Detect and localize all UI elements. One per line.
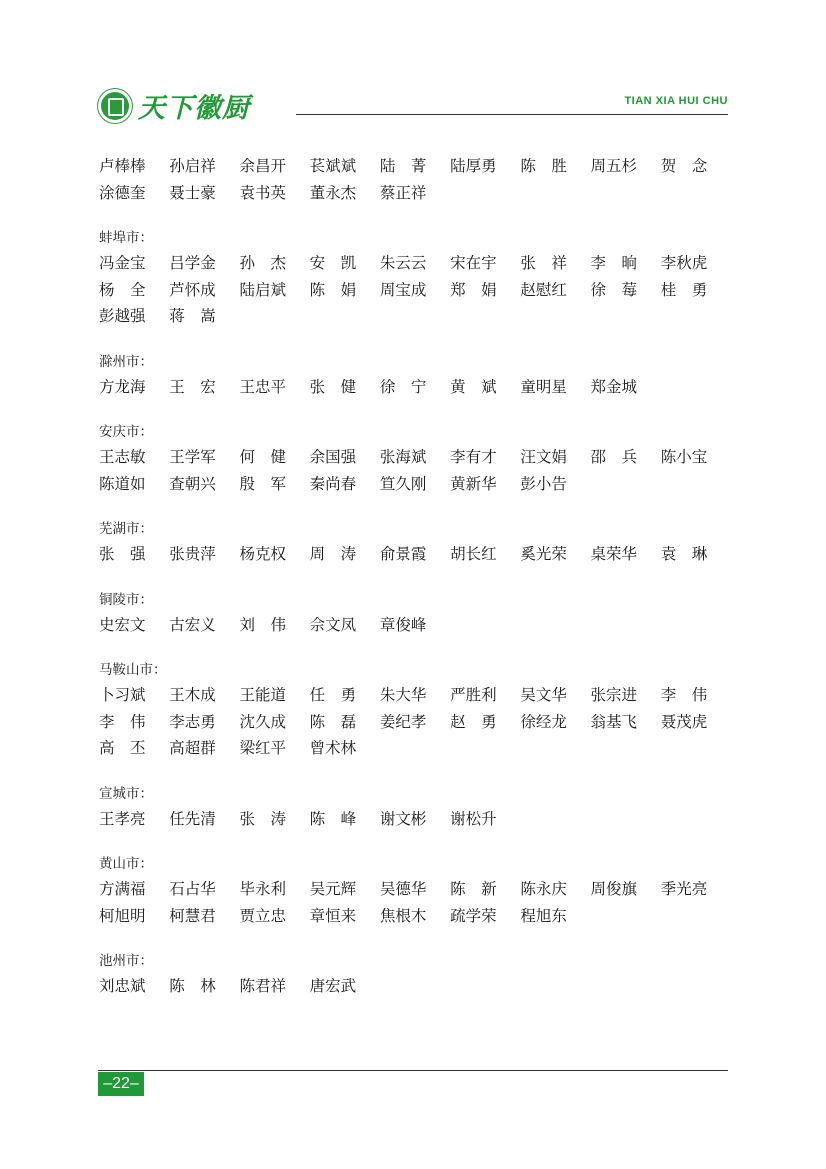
city-section [99,949,731,1000]
person-name: 童明星 [520,377,567,396]
person-name: 彭小告 [520,474,567,493]
names-grid [99,806,731,833]
person-name: 柯旭明 [99,906,146,925]
person-name: 朱云云 [379,254,427,272]
person-name: 程旭东 [520,906,567,925]
person-name: 张 涛 [239,809,286,828]
person-name: 殷 军 [239,474,286,493]
person-name: 李秋虎 [660,254,708,272]
person-name: 徐 莓 [590,280,638,299]
person-name: 胡长红 [450,545,497,563]
person-name: 杨克权 [239,545,286,563]
city-heading: 黄山市： [99,856,153,872]
city-heading: 芜湖市： [99,521,153,537]
person-name: 陈 峰 [309,809,357,828]
person-name: 吴元辉 [309,880,357,898]
person-name: 方龙海 [99,377,146,396]
person-name: 孙启祥 [169,157,216,175]
names-grid [99,250,731,330]
person-name: 陈小宝 [660,448,708,466]
person-name: 史宏文 [99,615,146,634]
person-name: 梁红平 [239,739,286,757]
person-name: 袁书英 [239,183,286,202]
names-grid [99,374,731,401]
person-name: 笪久刚 [379,474,427,493]
person-name: 张宗进 [590,686,638,704]
names-grid [99,876,731,929]
person-name: 余昌开 [239,157,286,175]
person-name: 徐 宁 [379,377,427,396]
person-name: 古宏义 [169,615,216,634]
page-header [98,86,728,130]
footer-rule [98,1070,728,1071]
person-name: 方满福 [99,880,146,898]
person-name: 彭越强 [99,307,146,325]
city-heading: 滁州市： [99,353,153,370]
person-name: 徐经龙 [520,712,567,731]
person-name: 唐宏武 [309,977,357,995]
person-name: 吴文华 [520,686,567,704]
person-name: 周五杉 [590,157,638,175]
city-section [99,588,731,639]
person-name: 佘文凤 [309,615,357,634]
city-section [99,153,731,206]
person-name: 陈君祥 [239,977,286,995]
person-name: 陈永庆 [520,880,567,898]
person-name: 何 健 [239,448,286,466]
person-name: 卜习斌 [99,686,146,704]
person-name: 邵 兵 [590,448,638,466]
person-name: 毕永利 [239,880,286,898]
person-name: 季光亮 [660,880,708,898]
person-name: 黄新华 [450,474,497,493]
names-grid [99,682,731,762]
person-name: 郑金城 [590,377,638,396]
names-grid [99,541,731,568]
person-name: 李有才 [450,448,497,466]
person-name: 郑 娟 [450,280,497,299]
person-name: 黄 斌 [450,377,497,396]
person-name: 焦根木 [379,906,427,925]
person-name: 苌斌斌 [309,157,357,175]
person-name: 汪文娟 [520,448,567,466]
person-name: 赵 勇 [450,712,497,731]
person-name: 沈久成 [239,712,286,731]
person-name: 李 伟 [660,686,708,704]
person-name: 陆启斌 [239,280,286,299]
city-heading: 蚌埠市： [99,230,153,246]
person-name: 周俊旗 [590,880,638,898]
person-name: 贾立忠 [239,906,286,925]
person-name: 芦怀成 [169,280,216,299]
names-grid [99,973,731,1000]
city-section [99,517,731,568]
city-section [99,350,731,401]
person-name: 柯慧君 [169,906,216,925]
person-name: 安 凯 [309,254,357,272]
person-name: 桂 勇 [660,280,708,299]
person-name: 谢松升 [450,809,497,828]
person-name: 袁 琳 [660,545,708,563]
person-name: 谢文彬 [379,809,427,828]
person-name: 刘 伟 [239,615,286,634]
person-name: 俞景霞 [379,545,427,563]
person-name: 陆厚勇 [450,157,497,175]
person-name: 任先清 [169,809,216,828]
person-name: 王木成 [169,686,216,704]
person-name: 严胜利 [450,686,497,704]
person-name: 聂士豪 [169,183,216,202]
person-name: 王孝亮 [99,809,146,828]
city-section [99,852,731,929]
person-name: 蒋 嵩 [169,307,216,325]
person-name: 卢棒棒 [99,157,146,175]
header-subtitle: TIAN XIA HUI CHU [624,95,728,107]
city-heading: 池州市： [99,953,153,969]
person-name: 杨 全 [99,280,146,299]
person-name: 陈 新 [450,880,497,898]
person-name: 宋在宇 [450,254,497,272]
person-name: 陈道如 [99,474,146,493]
person-name: 贺 念 [660,157,708,175]
names-grid [99,612,731,639]
city-section [99,782,731,833]
person-name: 陈 娟 [309,280,357,299]
city-section [99,420,731,497]
person-name: 刘忠斌 [99,977,146,995]
person-name: 张贵萍 [169,545,216,563]
person-name: 陈 胜 [520,157,567,175]
person-name: 秦尚春 [309,474,357,493]
person-name: 吕学金 [169,254,216,272]
person-name: 王学军 [169,448,216,466]
person-name: 张海斌 [379,448,427,466]
person-name: 姜纪孝 [379,712,427,731]
names-grid [99,444,731,497]
person-name: 孙 杰 [239,254,286,272]
person-name: 翁基飞 [590,712,638,731]
person-name: 赵慰红 [520,280,567,299]
person-name: 王能道 [239,686,286,704]
logo-seal-icon [98,89,132,123]
person-name: 陈 林 [169,977,216,995]
person-name: 冯金宝 [99,254,146,272]
person-name: 张 健 [309,377,357,396]
person-name: 查朝兴 [169,474,216,493]
names-grid [99,153,731,206]
person-name: 曾术林 [309,739,357,757]
person-name: 吴德华 [379,880,427,898]
person-name: 李 晌 [590,254,638,272]
person-name: 蔡正祥 [379,183,427,202]
person-name: 奚光荣 [520,545,567,563]
person-name: 周 涛 [309,545,357,563]
person-name: 王志敏 [99,448,146,466]
city-heading: 铜陵市： [99,591,153,608]
person-name: 张 祥 [520,254,567,272]
person-name: 任 勇 [309,686,357,704]
city-heading: 马鞍山市： [99,662,167,678]
person-name: 李志勇 [169,712,216,731]
person-name: 董永杰 [309,183,357,202]
person-name: 高超群 [169,739,216,757]
person-name: 陆 菁 [379,157,427,175]
person-name: 朱大华 [379,686,427,704]
person-name: 章恒来 [309,906,357,925]
logo-text: 天下徽厨 [138,93,250,124]
person-name: 桌荣华 [590,545,638,563]
city-section [99,226,731,330]
person-name: 张 强 [99,545,146,563]
person-name: 周宝成 [379,280,427,299]
page-number: –22– [98,1072,144,1096]
person-name: 李 伟 [99,712,146,731]
person-name: 陈 磊 [309,712,357,731]
person-name: 章俊峰 [379,615,427,634]
person-name: 聂茂虎 [660,712,708,731]
name-list [99,153,731,1020]
person-name: 王 宏 [169,377,216,396]
city-heading: 宣城市： [99,785,153,802]
city-section [99,658,731,762]
person-name: 王忠平 [239,377,286,396]
city-heading: 安庆市： [99,424,153,440]
header-rule [296,114,728,115]
person-name: 疏学荣 [450,906,497,925]
person-name: 涂德奎 [99,183,146,202]
person-name: 高 丕 [99,739,146,757]
person-name: 石占华 [169,880,216,898]
person-name: 余国强 [309,448,357,466]
